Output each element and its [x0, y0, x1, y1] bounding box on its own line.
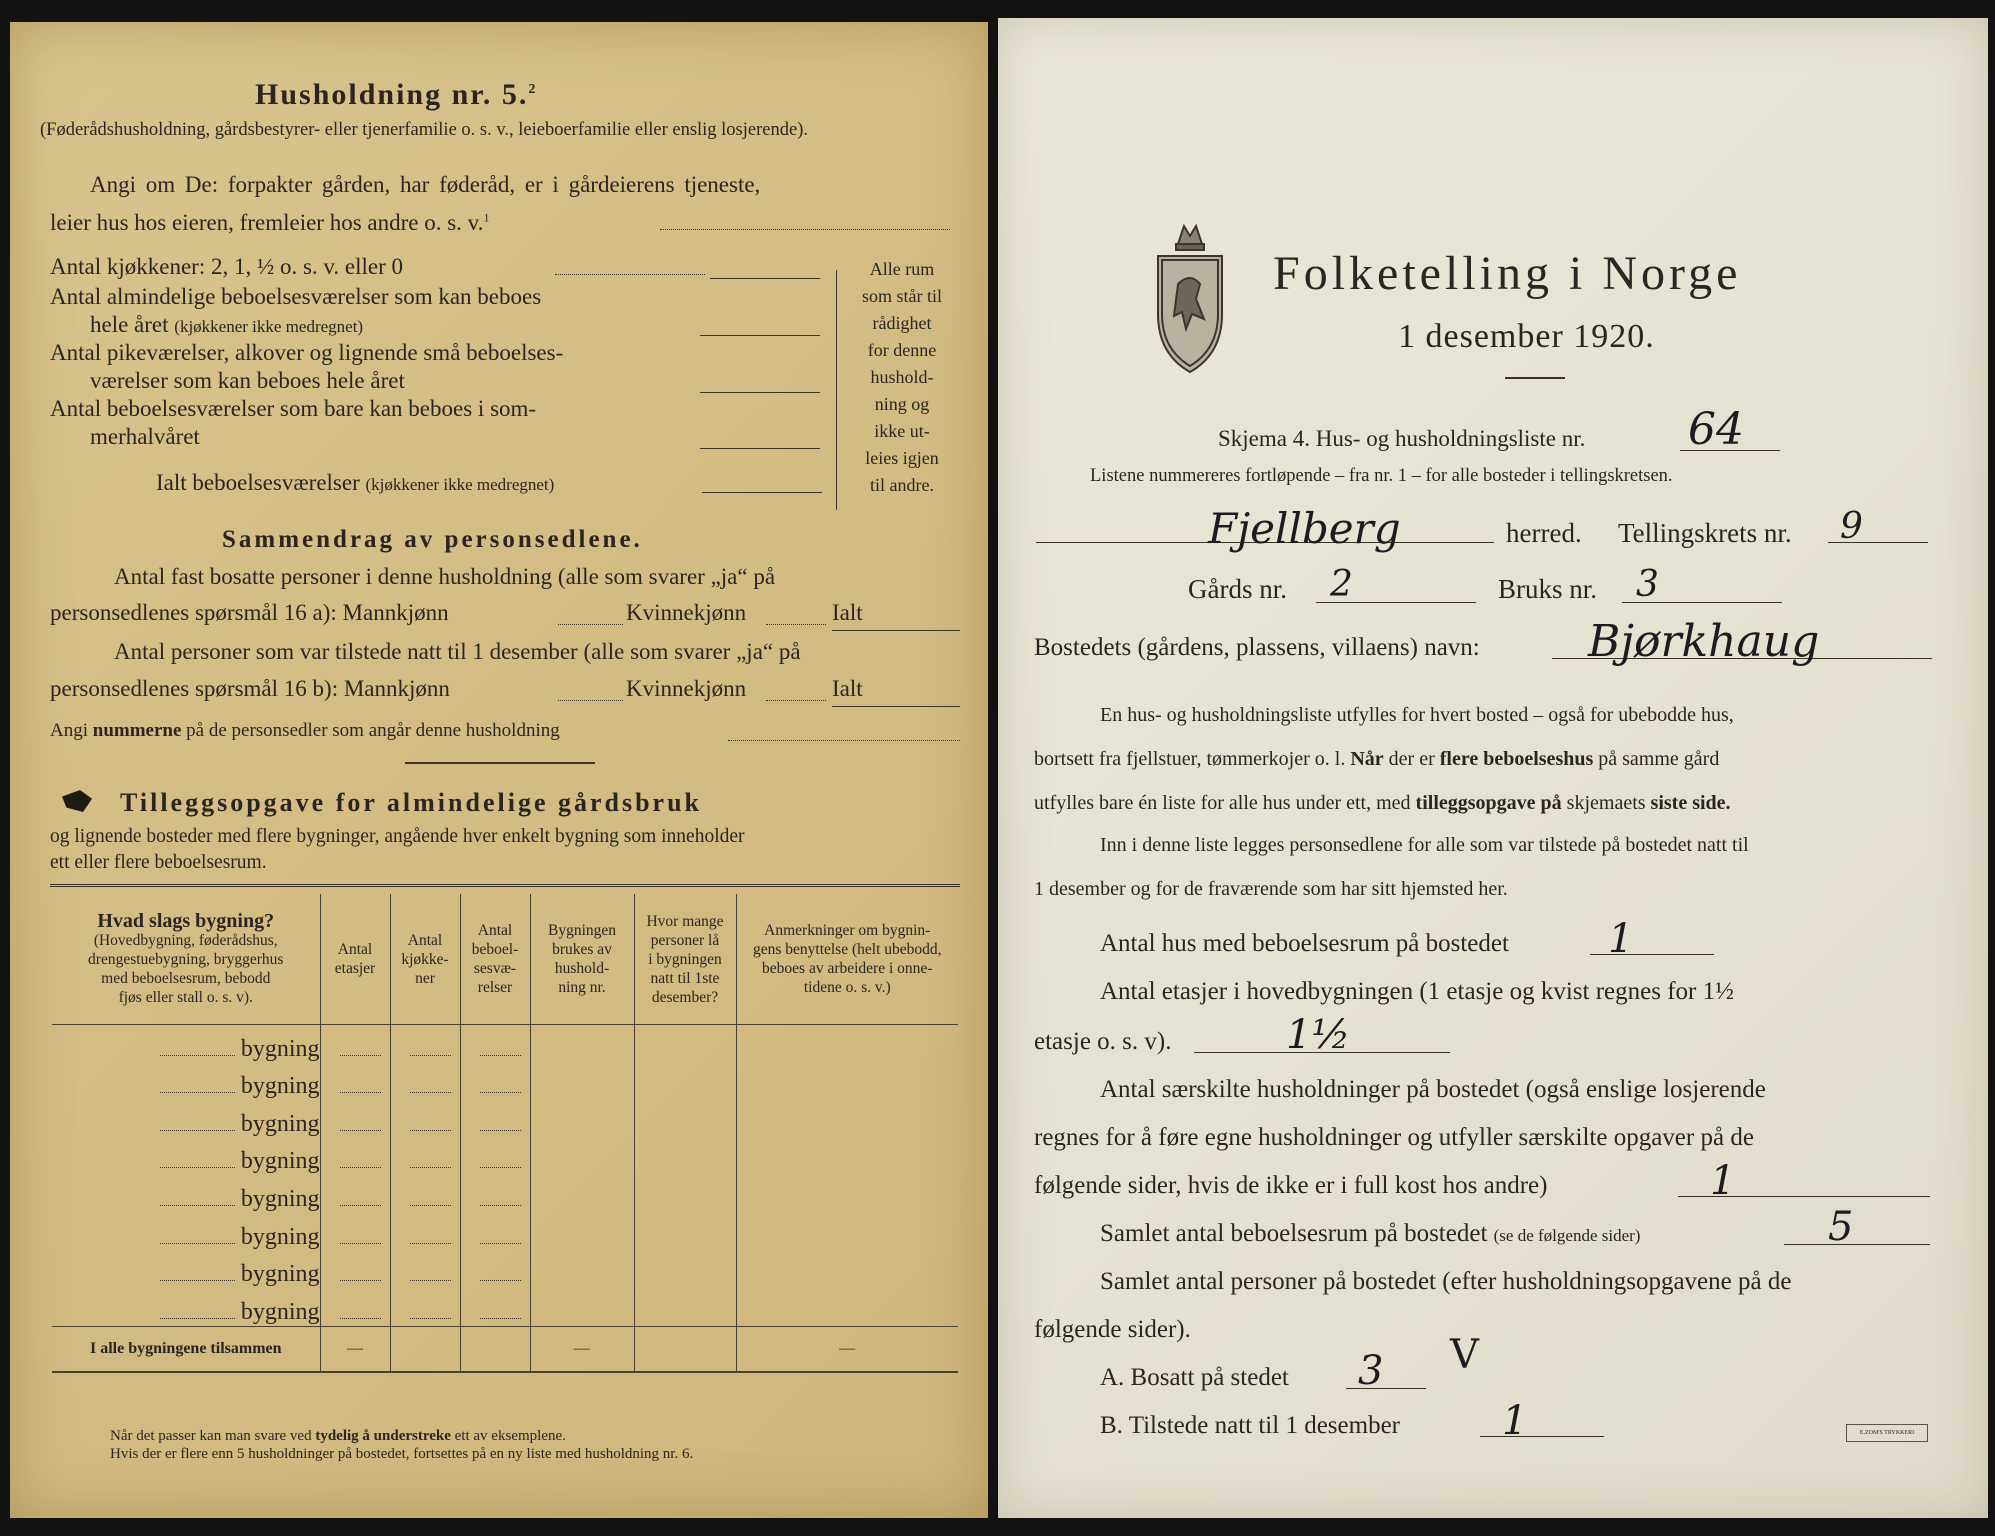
- summer-rooms-answer[interactable]: [700, 448, 820, 449]
- krets-value[interactable]: 9: [1840, 506, 1863, 547]
- present-label: B. Tilstede natt til 1 desember: [1100, 1412, 1400, 1439]
- summary-line-2b: personsedlenes spørsmål 16 b): Mannkjønn: [50, 676, 450, 701]
- q-persons-1: Samlet antal personer på bostedet (efter husholdningsopgavene på de: [1100, 1268, 1792, 1295]
- total-label-1: Ialt: [832, 600, 863, 625]
- kitchens-dots: [555, 274, 705, 275]
- present-value[interactable]: 1: [1502, 1398, 1528, 1444]
- q-rooms: Samlet antal beboelsesrum på bostedet (se de følgende sider): [1100, 1220, 1641, 1247]
- summer-rooms-label: Antal beboelsesværelser som bare kan beboes i som-: [50, 396, 537, 421]
- households-value[interactable]: 1: [1710, 1158, 1736, 1204]
- table-row[interactable]: bygning: [52, 1025, 958, 1063]
- addendum-text-1: og lignende bosteder med flere bygninger, angående hver enkelt bygning som inneholder: [50, 826, 745, 847]
- instructions-1-line-3: utfylles bare én liste for alle hus under ett, med tilleggsopgave på skjemaets siste side.: [1034, 792, 1731, 814]
- schema-label: Skjema 4. Hus- og husholdningsliste nr.: [1218, 426, 1586, 451]
- document-title: Folketelling i Norge: [1273, 247, 1742, 300]
- instructions-1-line-1: En hus- og husholdningsliste utfylles for hvert bosted – også for ubebodde hus,: [1100, 704, 1734, 726]
- section-divider: [405, 762, 595, 764]
- addendum-text-2: ett eller flere beboelsesrum.: [50, 852, 267, 873]
- side-note: Alle rum som står til rådighet for denne hushold- ning og ikke ut- leies igjen til andre.: [862, 259, 942, 495]
- q-houses: Antal hus med beboelsesrum på bostedet: [1100, 930, 1509, 957]
- bosted-value[interactable]: Bjørkhaug: [1588, 616, 1820, 667]
- household-heading: Husholdning nr. 5.$^2$: [255, 78, 538, 111]
- resident-label: A. Bosatt på stedet: [1100, 1364, 1289, 1391]
- col-floors: Antal etasjer: [320, 894, 390, 1025]
- table-row[interactable]: bygning: [52, 1063, 958, 1101]
- household-intro: (Føderådshusholdning, gårdsbestyrer- eller tjenerfamilie o. s. v., leieboerfamilie eller enslig losjerende).: [40, 120, 808, 140]
- document-date: 1 desember 1920.: [1398, 318, 1655, 355]
- schema-number[interactable]: 64: [1688, 404, 1744, 455]
- left-page: [10, 22, 988, 1518]
- footnote-1: Når det passer kan man svare ved tydelig å understreke ett av eksemplene.: [110, 1428, 566, 1444]
- resident-value[interactable]: 3: [1358, 1348, 1384, 1394]
- gards-value[interactable]: 2: [1330, 564, 1353, 605]
- title-divider: [1505, 377, 1565, 379]
- table-row[interactable]: bygning: [52, 1213, 958, 1251]
- rooms-line: [1784, 1244, 1930, 1245]
- total-present-field[interactable]: [832, 706, 960, 707]
- female-label-1: Kvinnekjønn: [626, 600, 747, 625]
- kitchens-answer[interactable]: [710, 278, 820, 279]
- summary-line-1a: Antal fast bosatte personer i denne husholdning (alle som svarer „ja“ på: [114, 564, 776, 589]
- q-households-3: følgende sider, hvis de ikke er i full kost hos andre): [1034, 1172, 1548, 1199]
- male-resident-field[interactable]: [558, 624, 623, 625]
- q-persons-2: følgende sider).: [1034, 1316, 1191, 1343]
- herred-value[interactable]: Fjellberg: [1208, 504, 1401, 553]
- table-row[interactable]: bygning: [52, 1288, 958, 1326]
- printer-stamp: E.ZOM'S TRYKKERI: [1846, 1424, 1928, 1442]
- houses-value[interactable]: 1: [1608, 916, 1634, 962]
- summer-rooms-label-2: merhalvåret: [90, 424, 200, 449]
- male-present-field[interactable]: [558, 700, 623, 701]
- instructions-2-line-1: Inn i denne liste legges personsedlene for alle som var tilstede på bostedet natt til: [1100, 834, 1749, 856]
- maid-rooms-label: Antal pikeværelser, alkover og lignende små beboelses-: [50, 340, 564, 365]
- total-label-2: Ialt: [832, 676, 863, 701]
- table-row[interactable]: bygning: [52, 1138, 958, 1176]
- table-top-rule: [50, 884, 960, 887]
- summary-heading: Sammendrag av personsedlene.: [222, 526, 643, 553]
- summary-line-1b: personsedlenes spørsmål 16 a): Mannkjønn: [50, 600, 449, 625]
- krets-label: Tellingskrets nr.: [1618, 518, 1792, 548]
- coat-of-arms-icon: [1148, 204, 1232, 376]
- col-remarks: Anmerkninger om bygnin- gens benyttelse (helt ubebodd, beboes av arbeidere i onne- tidene o. s. v.): [736, 894, 958, 1025]
- table-row[interactable]: bygning: [52, 1251, 958, 1289]
- addendum-heading: Tilleggsopgave for almindelige gårdsbruk: [120, 788, 703, 817]
- right-page: [998, 18, 1988, 1518]
- herred-label: herred.: [1506, 518, 1582, 548]
- angi-line-2: leier hus hos eieren, fremleier hos andre o. s. v.$^1$: [50, 210, 490, 235]
- ordinary-rooms-answer[interactable]: [700, 335, 820, 336]
- angi-answer-line[interactable]: [660, 229, 950, 230]
- female-present-field[interactable]: [766, 700, 826, 701]
- table-total-row: I alle bygningene tilsammen — — —: [52, 1326, 958, 1372]
- bruks-value[interactable]: 3: [1636, 564, 1659, 605]
- kitchens-label: Antal kjøkkener: 2, 1, ½ o. s. v. eller 0: [50, 254, 404, 279]
- maid-rooms-label-2: værelser som kan beboes hele året: [90, 368, 405, 393]
- total-resident-field[interactable]: [832, 630, 960, 631]
- numbers-field[interactable]: [728, 740, 960, 741]
- instructions-2-line-2: 1 desember og for de fraværende som har sitt hjemsted her.: [1034, 878, 1508, 900]
- angi-line-1: Angi om De: forpakter gården, har føderåd, er i gårdeierens tjeneste,: [90, 172, 761, 197]
- col-persons: Hvor mange personer lå i bygningen natt til 1ste desember?: [634, 894, 736, 1025]
- total-rooms-label: Ialt beboelsesværelser (kjøkkener ikke medregnet): [156, 470, 555, 495]
- building-table: [52, 894, 958, 1373]
- present-line: [1480, 1436, 1604, 1437]
- female-resident-field[interactable]: [766, 624, 826, 625]
- bosted-label: Bostedets (gårdens, plassens, villaens) navn:: [1034, 634, 1480, 661]
- summary-line-2a: Antal personer som var tilstede natt til 1 desember (alle som svarer „ja“ på: [114, 639, 801, 664]
- col-building-type: Hvad slags bygning? (Hovedbygning, føderådshus, drengestuebygning, bryggerhus med beboelsesrum, bebodd fjøs eller stall o. s. v).: [52, 894, 320, 1025]
- instructions-1-line-2: bortsett fra fjellstuer, tømmerkojer o. l. Når der er flere beboelseshus på samme gård: [1034, 748, 1720, 770]
- ordinary-rooms-label-2: hele året (kjøkkener ikke medregnet): [90, 312, 364, 337]
- q-floors-1: Antal etasjer i hovedbygningen (1 etasje og kvist regnes for 1½: [1100, 978, 1734, 1005]
- col-kitchens: Antal kjøkke- ner: [390, 894, 460, 1025]
- rooms-value[interactable]: 5: [1828, 1204, 1854, 1250]
- col-household-nr: Bygningen brukes av hushold- ning nr.: [530, 894, 634, 1025]
- total-rooms-answer[interactable]: [702, 492, 822, 493]
- q-floors-2: etasje o. s. v).: [1034, 1028, 1172, 1055]
- ordinary-rooms-label: Antal almindelige beboelsesværelser som kan beboes: [50, 284, 542, 309]
- maid-rooms-answer[interactable]: [700, 392, 820, 393]
- footnote-2: Hvis der er flere enn 5 husholdninger på bostedet, fortsettes på en ny liste med husholdning nr. 6.: [110, 1446, 694, 1462]
- numbering-note: Listene nummereres fortløpende – fra nr. 1 – for alle bosteder i tellingskretsen.: [1090, 466, 1673, 486]
- numbers-line: Angi nummerne på de personsedler som angår denne husholdning: [50, 720, 560, 741]
- col-rooms: Antal beboel- sesvæ- relser: [460, 894, 530, 1025]
- side-note-brace: [836, 270, 839, 510]
- gards-label: Gårds nr.: [1188, 574, 1287, 604]
- check-mark: V: [1450, 1332, 1479, 1378]
- bruks-label: Bruks nr.: [1498, 574, 1598, 604]
- table-header: [52, 894, 958, 1025]
- table-row[interactable]: bygning: [52, 1175, 958, 1213]
- table-row[interactable]: bygning: [52, 1100, 958, 1138]
- ink-blot: [62, 790, 92, 812]
- female-label-2: Kvinnekjønn: [626, 676, 747, 701]
- floors-value[interactable]: 1½: [1286, 1012, 1351, 1058]
- q-households-1: Antal særskilte husholdninger på bostedet (også enslige losjerende: [1100, 1076, 1766, 1103]
- q-households-2: regnes for å føre egne husholdninger og utfyller særskilte opgaver på de: [1034, 1124, 1754, 1151]
